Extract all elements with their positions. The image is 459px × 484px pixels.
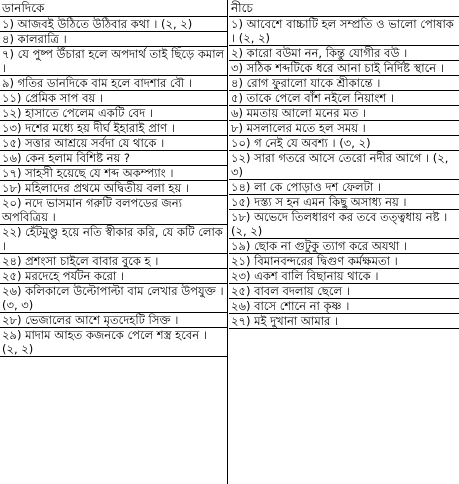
clue-text: ২৫) বাবল বদলায় ছেলে । bbox=[231, 284, 350, 298]
down-column bbox=[229, 0, 459, 484]
clue-text: ২৯) মাদাম আহত কজনকে পেলে শস্ত্র হবেন । (২, ২) bbox=[2, 328, 207, 356]
clue-across-17 bbox=[0, 166, 227, 181]
clue-text: ১২) সারা গতরে আসে তেরো নদীর আগে । (২, ৩) bbox=[231, 151, 449, 179]
clue-across-18 bbox=[0, 181, 227, 196]
clue-text: ২৭) মই দুখানা আমার । bbox=[231, 314, 339, 328]
clue-across-20 bbox=[0, 196, 227, 225]
clue-text: ১) আজবই উঠিতে উঠিবার কথা । (২, ২) bbox=[2, 17, 193, 31]
clue-across-25 bbox=[0, 269, 227, 284]
clue-text: ২৬) বাসে শোনে না কৃষ্ণ । bbox=[231, 299, 350, 313]
clue-text: ১৬) কেন হলাম বিশিষ্ট নয় ? bbox=[2, 151, 131, 165]
clue-text: ৪) রোগ ফুরালো যাকে শ্রীকান্তে । bbox=[231, 76, 381, 90]
clue-text: ৫) তাকে পেলে বাঁশ নইলে নিয়াংশ । bbox=[231, 91, 394, 105]
across-header: ডানদিকে bbox=[0, 0, 227, 17]
clue-across-7 bbox=[0, 47, 227, 76]
clue-down-5 bbox=[229, 91, 459, 106]
clue-down-15 bbox=[229, 195, 459, 210]
clue-across-9 bbox=[0, 76, 227, 91]
clue-down-6 bbox=[229, 106, 459, 121]
clue-across-22 bbox=[0, 225, 227, 254]
clue-text: ৬) মমতায় আলো মনের মত । bbox=[231, 106, 367, 120]
clue-text: ২৫) মরদেহে পর্যটন করো । bbox=[2, 269, 125, 283]
clue-text: ২৩) একশ বালি বিছানায় থাকে । bbox=[231, 269, 379, 283]
down-header: নীচে bbox=[229, 0, 459, 17]
clue-text: ১৫) সত্তার আশ্রয়ে সর্বদা যে থাকে । bbox=[2, 136, 165, 150]
clue-text: ১৮) মহিলাদের প্রথমে অদ্বিতীয় বলা হয় । bbox=[2, 181, 190, 195]
clue-across-1 bbox=[0, 17, 227, 32]
clue-across-12 bbox=[0, 106, 227, 121]
clue-down-3 bbox=[229, 61, 459, 76]
clue-down-1 bbox=[229, 17, 459, 46]
clue-text: ৮) মসলালের মতে হল সময় । bbox=[231, 121, 366, 135]
clue-text: ২৬) কলিকালে উল্টোপাল্টা বাম লেখার উপযুক্ত । (৩, ৩) bbox=[2, 284, 224, 312]
clue-down-25 bbox=[229, 284, 459, 299]
clue-text: ৭) যে পুষ্প উঁচারা হলে অপদার্থ তাই ছিঁড়ে কমাল । bbox=[2, 47, 225, 75]
clue-down-2 bbox=[229, 46, 459, 61]
clue-across-11 bbox=[0, 91, 227, 106]
clue-down-27 bbox=[229, 314, 459, 329]
clue-text: ২৪) প্রশংসা চাইলে বাবার বুকে হ । bbox=[2, 254, 159, 268]
clue-text: ১৫) দস্ত্য স হন এমন কিছু অসাধ্য নয় । bbox=[231, 195, 407, 209]
clue-across-28 bbox=[0, 313, 227, 328]
clue-text: ১০) গ নেই যে অবশ্য । (৩, ২) bbox=[231, 136, 371, 150]
clue-text: ১১) প্রেমিক সাপ বয় । bbox=[2, 91, 104, 105]
clue-text: ১) আবেশে বাচ্চাটি হল সম্প্রতি ও ভালো পোষাক । (২, ২) bbox=[231, 17, 454, 45]
across-column bbox=[0, 0, 228, 484]
clue-down-8 bbox=[229, 121, 459, 136]
clue-down-23 bbox=[229, 269, 459, 284]
clue-across-4 bbox=[0, 32, 227, 47]
clue-down-12 bbox=[229, 151, 459, 180]
clue-across-29 bbox=[0, 328, 227, 357]
clue-down-21 bbox=[229, 254, 459, 269]
clue-text: ৯) গতির ডানদিকে বাম হলে বাদশার বৌ । bbox=[2, 76, 193, 90]
clue-across-15 bbox=[0, 136, 227, 151]
clue-down-26 bbox=[229, 299, 459, 314]
clue-text: ২১) বিমানবন্দরের দ্বিগুণ কর্মক্ষমতা । bbox=[231, 254, 398, 268]
clue-down-4 bbox=[229, 76, 459, 91]
clue-across-24 bbox=[0, 254, 227, 269]
clue-down-18 bbox=[229, 210, 459, 239]
clue-text: ২০) নদে ভাসমান গরুটি বলপডের জন্য অপবিত্রিয় । bbox=[2, 196, 182, 224]
clue-down-14 bbox=[229, 180, 459, 195]
clue-text: ১৪) লা কে পোড়াও দশ ফেলটা । bbox=[231, 180, 381, 194]
clue-text: ২২) হেঁটমুণ্ডু হয়ে নতি স্বীকার করি, যে কটি লোক । bbox=[2, 225, 223, 253]
clue-text: ১৩) দশের মধ্যে হয় দীর্ঘ ইহারাই প্রাণ । bbox=[2, 121, 175, 135]
clue-across-16 bbox=[0, 151, 227, 166]
clue-down-19 bbox=[229, 239, 459, 254]
clue-across-26 bbox=[0, 284, 227, 313]
clue-text: ৩) সঠিক শব্দটিকে ধরে আনা চাই নির্দিষ্ট স্থানে । bbox=[231, 61, 444, 75]
clue-text: ১২) হাসাতে পেলেম একটি বেদ । bbox=[2, 106, 153, 120]
clue-across-13 bbox=[0, 121, 227, 136]
clue-text: ১৭) সাহসী হয়েছে যে শব্দ অকম্প্যাং । bbox=[2, 166, 174, 180]
clue-down-10 bbox=[229, 136, 459, 151]
clue-text: ১৮) অভেদে তিলধারণ কর তবে তত্ত্বধায় নষ্ট । (২, ২) bbox=[231, 210, 448, 238]
clue-text: ২) কারো বউমা নন, কিন্তু যোগীর বউ । bbox=[231, 46, 408, 60]
clue-text: ২৮) ভেজালের আশে মৃতদেহটি সিক্ত । bbox=[2, 313, 179, 327]
clue-text: ১৯) ছোক না গুটুকু ত্যাগ করে অযথা । bbox=[231, 239, 408, 253]
clue-text: ৪) কালরাত্রি । bbox=[2, 32, 67, 46]
